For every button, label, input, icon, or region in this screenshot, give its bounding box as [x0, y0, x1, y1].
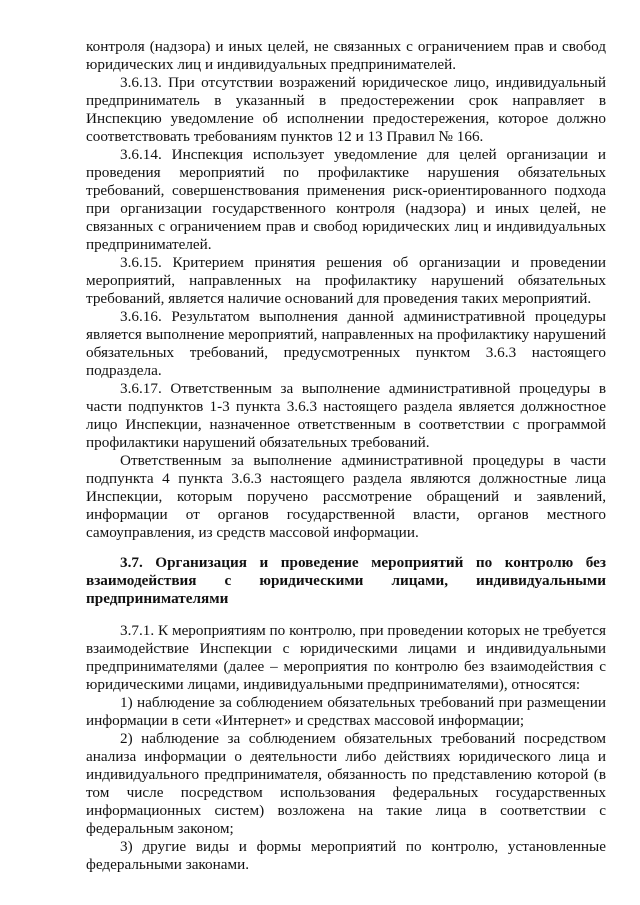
paragraph-3-6-14: 3.6.14. Инспекция использует уведомление для целей организации и проведения мероприятий по профилактике нарушения обязательных требований, совершенствования применения риск-ориентированного подхода при организации государственного контроля (надзора) и иных целей, не связанных с ограничением прав и свобод юридических лиц и индивидуальных предпринимателей. — [86, 146, 606, 253]
paragraph-responsible: Ответственным за выполнение административной процедуры в части подпункта 4 пункта 3.6.3 настоящего раздела являются должностные лица Инспекции, которым поручено рассмотрение обращений и заявлений, информации от органов государственной власти, органов местного самоуправления, из средств массовой информации. — [86, 452, 606, 541]
paragraph-continuation: контроля (надзора) и иных целей, не связанных с ограничением прав и свобод юридических лиц и индивидуальных предпринимателей. — [86, 38, 606, 73]
paragraph-3-6-16: 3.6.16. Результатом выполнения данной административной процедуры является выполнение мероприятий, направленных на профилактику нарушений обязательных требований, предусмотренных пунктом 3.6.3 настоящего подраздела. — [86, 308, 606, 379]
list-item-1: 1) наблюдение за соблюдением обязательных требований при размещении информации в сети «Интернет» и средствах массовой информации; — [86, 694, 606, 729]
paragraph-3-6-17: 3.6.17. Ответственным за выполнение административной процедуры в части подпунктов 1-3 пункта 3.6.3 настоящего раздела является должностное лицо Инспекции, назначенное ответственным в соответствии с программой профилактики нарушений обязательных требований. — [86, 380, 606, 451]
paragraph-3-7-1: 3.7.1. К мероприятиям по контролю, при проведении которых не требуется взаимодействие Инспекции с юридическими лицами и индивидуальными предпринимателями (далее – мероприятия по контролю без взаимодействия с юридическими лицами, индивидуальными предпринимателями), относятся: — [86, 622, 606, 693]
paragraph-3-6-13: 3.6.13. При отсутствии возражений юридическое лицо, индивидуальный предприниматель в указанный в предостережении срок направляет в Инспекцию уведомление об исполнении предостережения, которое должно соответствовать требованиям пунктов 12 и 13 Правил № 166. — [86, 74, 606, 145]
section-heading-3-7: 3.7. Организация и проведение мероприятий по контролю без взаимодействия с юридическими лицами, индивидуальными предпринимателями — [86, 554, 606, 607]
paragraph-3-6-15: 3.6.15. Критерием принятия решения об организации и проведении мероприятий, направленных на профилактику нарушений обязательных требований, является наличие оснований для проведения таких мероприятий. — [86, 254, 606, 307]
list-item-3: 3) другие виды и формы мероприятий по контролю, установленные федеральными законами. — [86, 838, 606, 873]
list-item-2: 2) наблюдение за соблюдением обязательных требований посредством анализа информации о деятельности либо действиях юридического лица и индивидуального предпринимателя, обязанность по представлению которой (в том числе посредством использования федеральных государственных информационных систем) возложена на такие лица в соответствии с федеральным законом; — [86, 730, 606, 837]
